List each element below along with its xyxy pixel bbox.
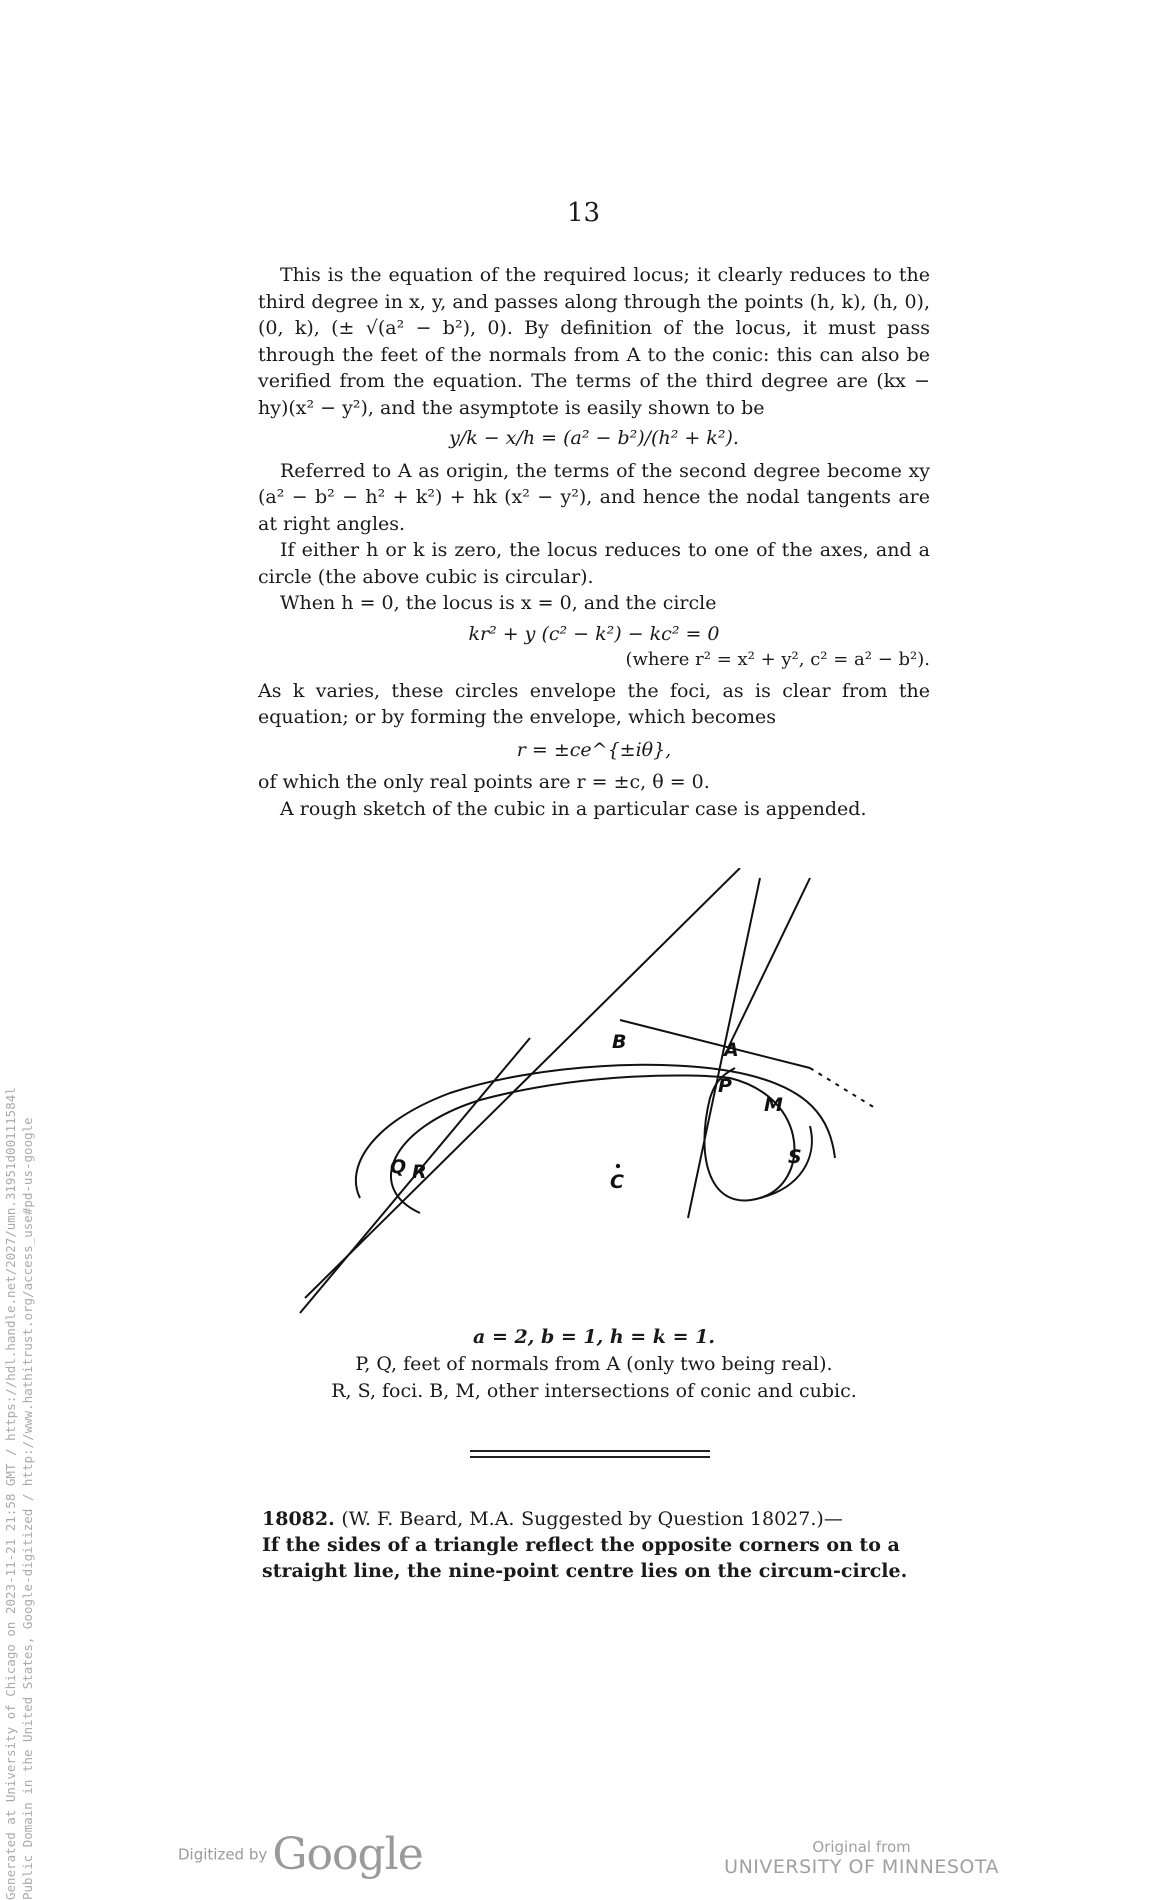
label-C: C xyxy=(610,1171,624,1193)
label-M: M xyxy=(764,1094,783,1116)
question-suggested-by: Suggested by Question 18027.)— xyxy=(521,1508,843,1530)
cubic-curve xyxy=(391,1068,794,1213)
section-divider xyxy=(470,1450,710,1458)
watermark-line-1: Generated at University of Chicago on 2023-11-21 21:58 GMT / https://hdl.handle.net/2027/umn.31951d00111584l xyxy=(3,1087,18,1900)
google-logo: Google xyxy=(272,1829,423,1880)
cubic-sketch-svg xyxy=(290,868,910,1318)
question-18082 xyxy=(262,1506,930,1584)
paragraph-1: This is the equation of the required locus; it clearly reduces to the third degree in x, y, and passes along through the points (h, k), (h, 0), (0, k), (± √(a² − b²), 0). By definition of the locus, it must pass through the feet of the normals from A to the conic: this can also be verified from the equation. The terms of the third degree are (kx − hy)(x² − y²), and the asymptote is easily shown to be xyxy=(258,264,930,419)
hathitrust-watermark xyxy=(2,20,36,1900)
paragraph-3: If either h or k is zero, the locus reduces to one of the axes, and a circle (the above cubic is circular). xyxy=(258,539,930,588)
question-number: 18082. xyxy=(262,1508,335,1530)
label-R: R xyxy=(412,1161,427,1183)
center-point xyxy=(616,1164,620,1168)
caption-parameters: a = 2, b = 1, h = k = 1. xyxy=(473,1326,715,1348)
tangent-line-BA xyxy=(620,1020,810,1068)
original-from xyxy=(724,1838,999,1878)
label-A: A xyxy=(724,1039,739,1061)
label-B: B xyxy=(612,1031,627,1053)
caption-foci-intersections: R, S, foci. B, M, other intersections of conic and cubic. xyxy=(331,1380,857,1402)
question-text: If the sides of a triangle reflect the opposite corners on to a straight line, the nine-point centre lies on the circum-circle. xyxy=(262,1534,908,1582)
caption-feet-of-normals: P, Q, feet of normals from A (only two being real). xyxy=(355,1353,833,1375)
cubic-sketch-figure xyxy=(290,868,910,1318)
original-from-label: Original from xyxy=(812,1838,911,1856)
label-P: P xyxy=(718,1075,732,1097)
question-author: (W. F. Beard, M.A. xyxy=(341,1508,515,1530)
paragraph-7: A rough sketch of the cubic in a particular case is appended. xyxy=(280,797,867,820)
paragraph-5: As k varies, these circles envelope the foci, as is clear from the equation; or by forming the envelope, which becomes xyxy=(258,679,930,728)
equation-asymptote: y/k − x/h = (a² − b²)/(h² + k²). xyxy=(449,427,739,449)
cubic-loop-right xyxy=(760,1126,812,1198)
label-S: S xyxy=(788,1146,802,1168)
equation-where: (where r² = x² + y², c² = a² − b²). xyxy=(625,649,930,670)
equation-circle: kr² + y (c² − k²) − kc² = 0 xyxy=(468,622,720,645)
body-text xyxy=(258,262,930,822)
equation-envelope: r = ±ce^{±iθ}, xyxy=(516,738,672,761)
figure-caption xyxy=(258,1324,930,1405)
asymptote-line-1 xyxy=(305,868,740,1298)
page-number: 13 xyxy=(566,198,601,228)
tangent-line-steep-2 xyxy=(728,878,810,1048)
paragraph-4: When h = 0, the locus is x = 0, and the circle xyxy=(280,592,717,614)
paragraph-2: Referred to A as origin, the terms of the second degree become xy (a² − b² − h² + k²) + hk (x² − y²), and hence the nodal tangents are at right angles. xyxy=(258,459,930,535)
institution-name: UNIVERSITY OF MINNESOTA xyxy=(724,1856,999,1878)
label-Q: Q xyxy=(390,1156,407,1178)
tangent-line-BA-dashed xyxy=(810,1068,875,1108)
watermark-line-2: Public Domain in the United States, Google-digitized / http://www.hathitrust.org/access_use#pd-us-google xyxy=(20,1117,35,1900)
paragraph-6: of which the only real points are r = ±c, θ = 0. xyxy=(258,771,710,793)
digitized-by-label: Digitized by xyxy=(178,1845,268,1864)
digitized-by-google xyxy=(178,1829,423,1880)
